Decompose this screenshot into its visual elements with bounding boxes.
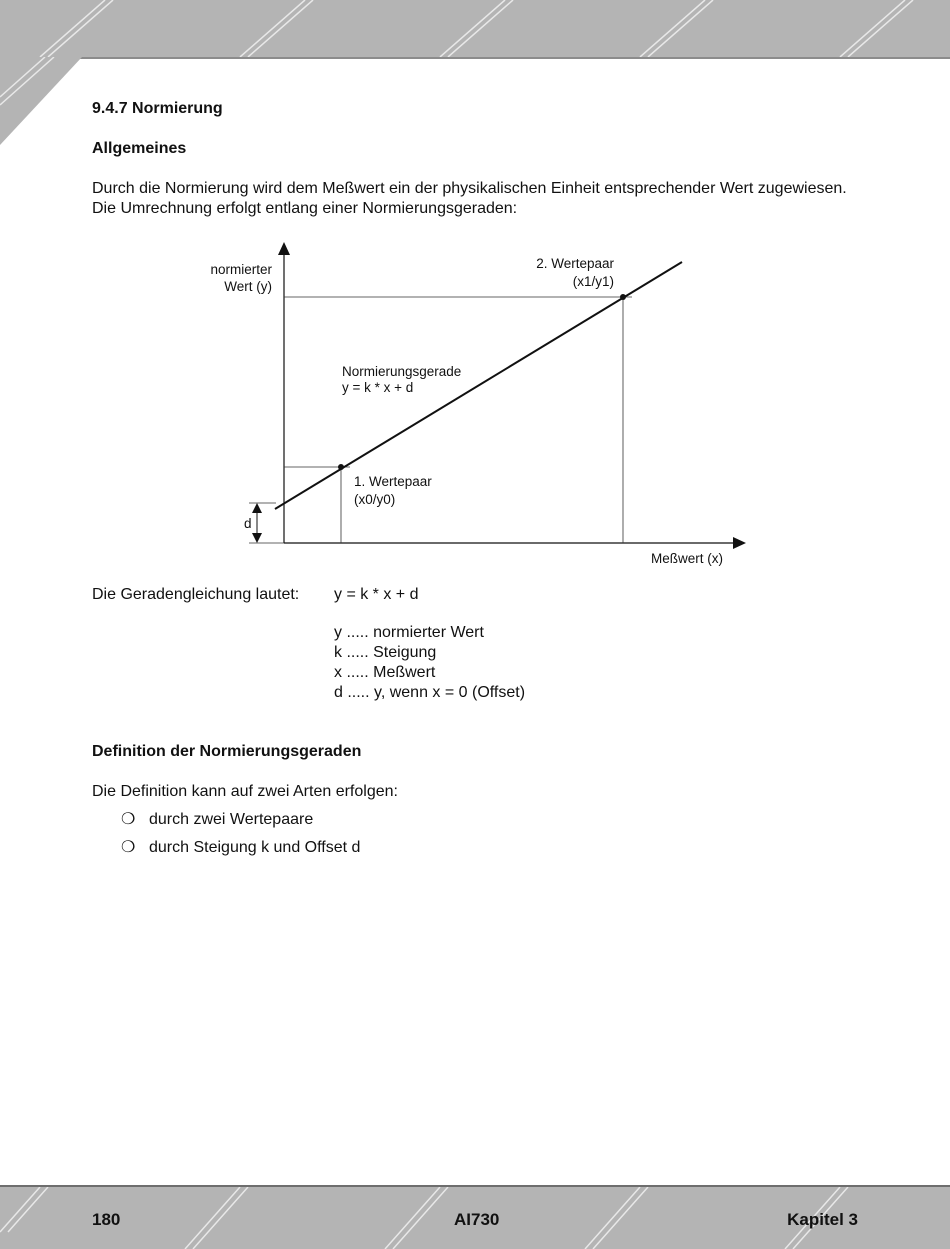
pair1-point — [338, 464, 344, 470]
equation-formula: y = k * x + d — [334, 586, 419, 603]
y-axis-arrow — [278, 242, 290, 255]
bullet-icon: ❍ — [121, 811, 136, 828]
equation-intro: Die Geradengleichung lautet: — [92, 586, 300, 603]
offset-arrow-down — [252, 533, 262, 543]
option-two-pairs: durch zwei Wertepaare — [149, 811, 314, 828]
offset-label: d — [244, 516, 252, 531]
normierung-diagram — [0, 0, 950, 600]
intro-line-1: Durch die Normierung wird dem Meßwert ein der physikalischen Einheit entsprechender Wert zugewiesen. — [92, 180, 847, 197]
legend-x: x ..... Meßwert — [334, 664, 436, 681]
legend-y: y ..... normierter Wert — [334, 624, 484, 641]
line-label: Normierungsgerade — [342, 364, 462, 379]
definition-intro: Die Definition kann auf zwei Arten erfolgen: — [92, 783, 398, 800]
pair1-label: 1. Wertepaar — [354, 474, 432, 489]
legend-k: k ..... Steigung — [334, 644, 437, 661]
legend-d: d ..... y, wenn x = 0 (Offset) — [334, 684, 526, 701]
page-number: 180 — [92, 1210, 121, 1229]
pair2-point — [620, 294, 626, 300]
y-axis-label-line1: normierter — [210, 262, 272, 277]
pair2-coords: (x1/y1) — [572, 274, 614, 289]
subheading-allgemeines: Allgemeines — [92, 140, 187, 157]
bullet-icon: ❍ — [121, 839, 136, 856]
intro-line-2: Die Umrechnung erfolgt entlang einer Normierungsgeraden: — [92, 200, 518, 217]
y-axis-label-line2: Wert (y) — [224, 279, 272, 294]
pair1-coords: (x0/y0) — [354, 492, 396, 507]
pair2-label: 2. Wertepaar — [536, 256, 614, 271]
section-title: 9.4.7 Normierung — [92, 100, 223, 117]
option-slope-offset: durch Steigung k und Offset d — [149, 839, 361, 856]
chapter-label: Kapitel 3 — [787, 1210, 858, 1229]
offset-arrow-up — [252, 503, 262, 513]
x-axis-label: Meßwert (x) — [651, 551, 723, 566]
footer-band — [0, 1185, 950, 1249]
line-formula: y = k * x + d — [342, 380, 414, 395]
product-name: AI730 — [454, 1210, 500, 1229]
definition-heading: Definition der Normierungsgeraden — [92, 743, 362, 760]
x-axis-arrow — [733, 537, 746, 549]
